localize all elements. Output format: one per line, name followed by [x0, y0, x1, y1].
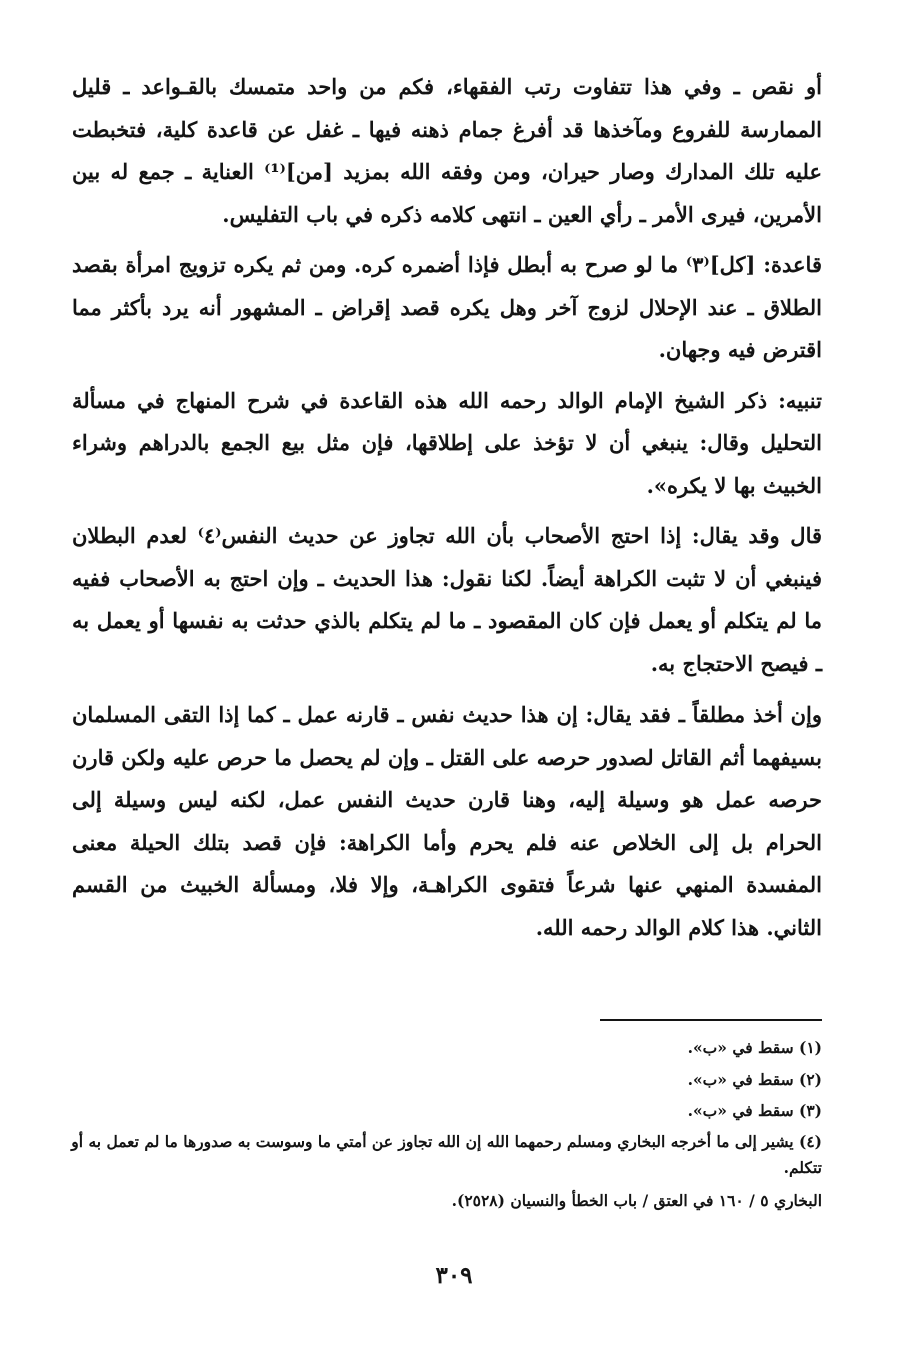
footnote-4: (٤) يشير إلى ما أخرجه البخاري ومسلم رحمهما الله إن الله تجاوز عن أمتي ما وسوست به صدورها ما لم تعمل به أو تتكلم. — [71, 1131, 822, 1177]
footnote-4-reference: البخاري ٥ / ١٦٠ في العتق / باب الخطأ والنسيان (٢٥٢٨). — [451, 1190, 822, 1210]
footnotes — [70, 1032, 822, 1216]
page-number: ٣٠٩ — [435, 1262, 473, 1289]
paragraph-2-rule: قاعدة: [كل]⁽٣⁾ ما لو صرح به أبطل فإذا أضمره كره. ومن ثم يكره تزويج امرأة بقصد الطلاق ـ عند الإحلال لزوج آخر وهل يكره قصد إقراض ـ المشهور أنه يرد بأكثر مما اقترض فيه وجهان. — [72, 252, 822, 362]
footnote-2: (٢) سقط في «ب». — [687, 1069, 822, 1089]
footnote-1: (١) سقط في «ب». — [687, 1038, 822, 1057]
footnote-separator — [600, 1019, 822, 1021]
paragraph-3-note: تنبيه: ذكر الشيخ الإمام الوالد رحمه الله هذه القاعدة في شرح المنهاج في مسألة التحليل وقال: ينبغي أن لا تؤخذ على إطلاقها، فإن مثل بيع الجمع بالدراهم وشراء الخبيث بها لا يكره». — [72, 387, 822, 498]
paragraph-1: أو نقص ـ وفي هذا تتفاوت رتب الفقهاء، فكم من واحد متمسك بالقـواعد ـ قليل الممارسة للفروع ومآخذها قد أفرغ جمام ذهنه فيها ـ غفل عن قاعدة كلية، فتخبطت عليه تلك المدارك وصار حيران، ومن وفقه الله بمزيد [من]⁽¹⁾ العناية ـ جمع له بين الأمرين، فيرى الأمر ـ رأي العين ـ انتهى كلامه ذكره في باب التفليس. — [72, 74, 822, 227]
main-text — [72, 66, 822, 957]
paragraph-5: وإن أخذ مطلقاً ـ فقد يقال: إن هذا حديث نفس ـ قارنه عمل ـ كما إذا التقى المسلمان بسيفهما أثم القاتل لصدور حرصه على القتل ـ وإن لم يحصل ما حرص عليه ولكن قارن حرصه عمل هو وسيلة إليه، وهنا قارن حديث النفس عمل، لكنه ليس وسيلة إلى الحرام بل إلى الخلاص عنه فلم يحرم وأما الكراهة: فإن قصد بتلك الحيلة معنى المفسدة المنهي عنها شرعاً فتقوى الكراهـة، وإلا فلا، ومسألة الخبيث من القسم الثاني. هذا كلام الوالد رحمه الله. — [72, 702, 822, 940]
paragraph-4: قال وقد يقال: إذا احتج الأصحاب بأن الله تجاوز عن حديث النفس⁽٤⁾ لعدم البطلان فينبغي أن لا تثبت الكراهة أيضاً. لكنا نقول: هذا الحديث ـ وإن احتج به الأصحاب ففيه ما لم يتكلم أو يعمل فإن كان المقصود ـ ما لم يتكلم بالذي حدثت به نفسها أو يعمل به ـ فيصح الاحتجاج به. — [72, 523, 823, 676]
footnote-3: (٣) سقط في «ب». — [687, 1101, 822, 1120]
